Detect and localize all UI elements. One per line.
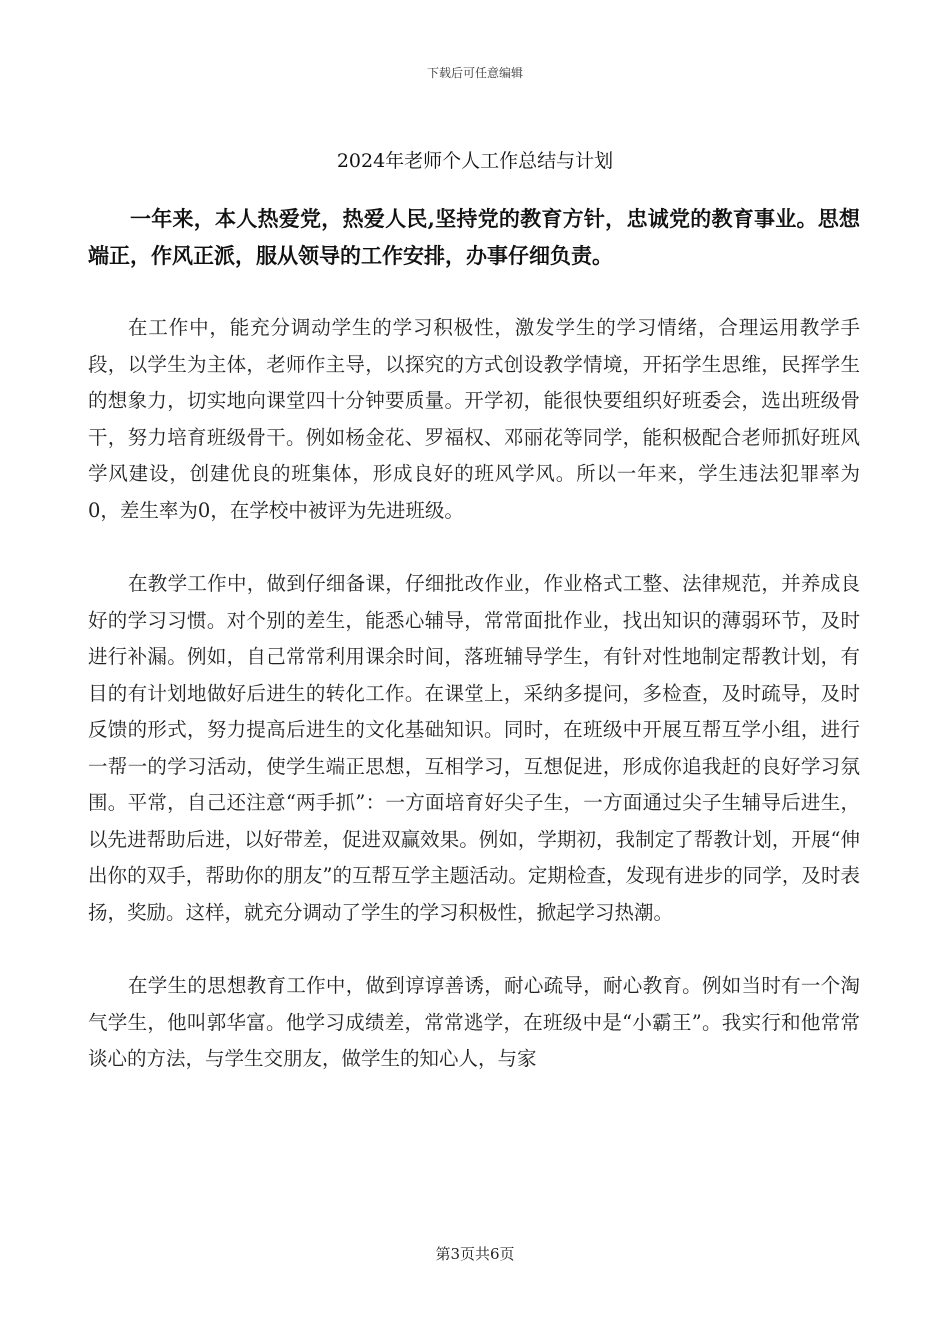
body-paragraph-1: 在工作中，能充分调动学生的学习积极性，激发学生的学习情绪，合理运用教学手段，以学生为主体，老师作主导，以探究的方式创设教学情境，开拓学生思维，民挥学生的想象力，切实地向课堂四十分钟要质量。开学初，能很快要组织好班委会，选出班级骨干，努力培育班级骨干。例如杨金花、罗福权、邓丽花等同学，能积极配合老师抓好班风学风建设，创建优良的班集体，形成良好的班风学风。所以一年来，学生违法犯罪率为0，差生率为0，在学校中被评为先进班级。	[88, 316, 860, 522]
body-paragraph-3: 在学生的思想教育工作中，做到谆谆善诱，耐心疏导，耐心教育。例如当时有一个淘气学生，他叫郭华富。他学习成绩差，常常逃学，在班级中是“小霸王”。我实行和他常常谈心的方法，与学生交朋友，做学生的知心人，与家	[88, 974, 860, 1070]
document-title: 2024年老师个人工作总结与计划	[336, 150, 614, 172]
page-number: 第3页共6页	[435, 1245, 515, 1263]
intro-paragraph: 一年来，本人热爱党，热爱人民,坚持党的教育方针，忠诚党的教育事业。思想端正，作风正派，服从领导的工作安排，办事仔细负责。	[88, 206, 860, 268]
page-header: 下载后可任意编辑	[426, 66, 523, 80]
document-body	[88, 200, 860, 1078]
body-paragraph-2: 在教学工作中，做到仔细备课，仔细批改作业，作业格式工整、法律规范，并养成良好的学习习惯。对个别的差生，能悉心辅导，常常面批作业，找出知识的薄弱环节，及时进行补漏。例如，自己常常利用课余时间，落班辅导学生，有针对性地制定帮教计划，有目的有计划地做好后进生的转化工作。在课堂上，采纳多提问，多检查，及时疏导，及时反馈的形式，努力提高后进生的文化基础知识。同时，在班级中开展互帮互学小组，进行一帮一的学习活动，使学生端正思想，互相学习，互想促进，形成你追我赶的良好学习氛围。平常，自己还注意“两手抓”：一方面培育好尖子生，一方面通过尖子生辅导后进生，以先进帮助后进，以好带差，促进双赢效果。例如，学期初，我制定了帮教计划，开展“伸出你的双手，帮助你的朋友”的互帮互学主题活动。定期检查，发现有进步的同学，及时表扬，奖励。这样，就充分调动了学生的学习积极性，掀起学习热潮。	[88, 572, 860, 924]
